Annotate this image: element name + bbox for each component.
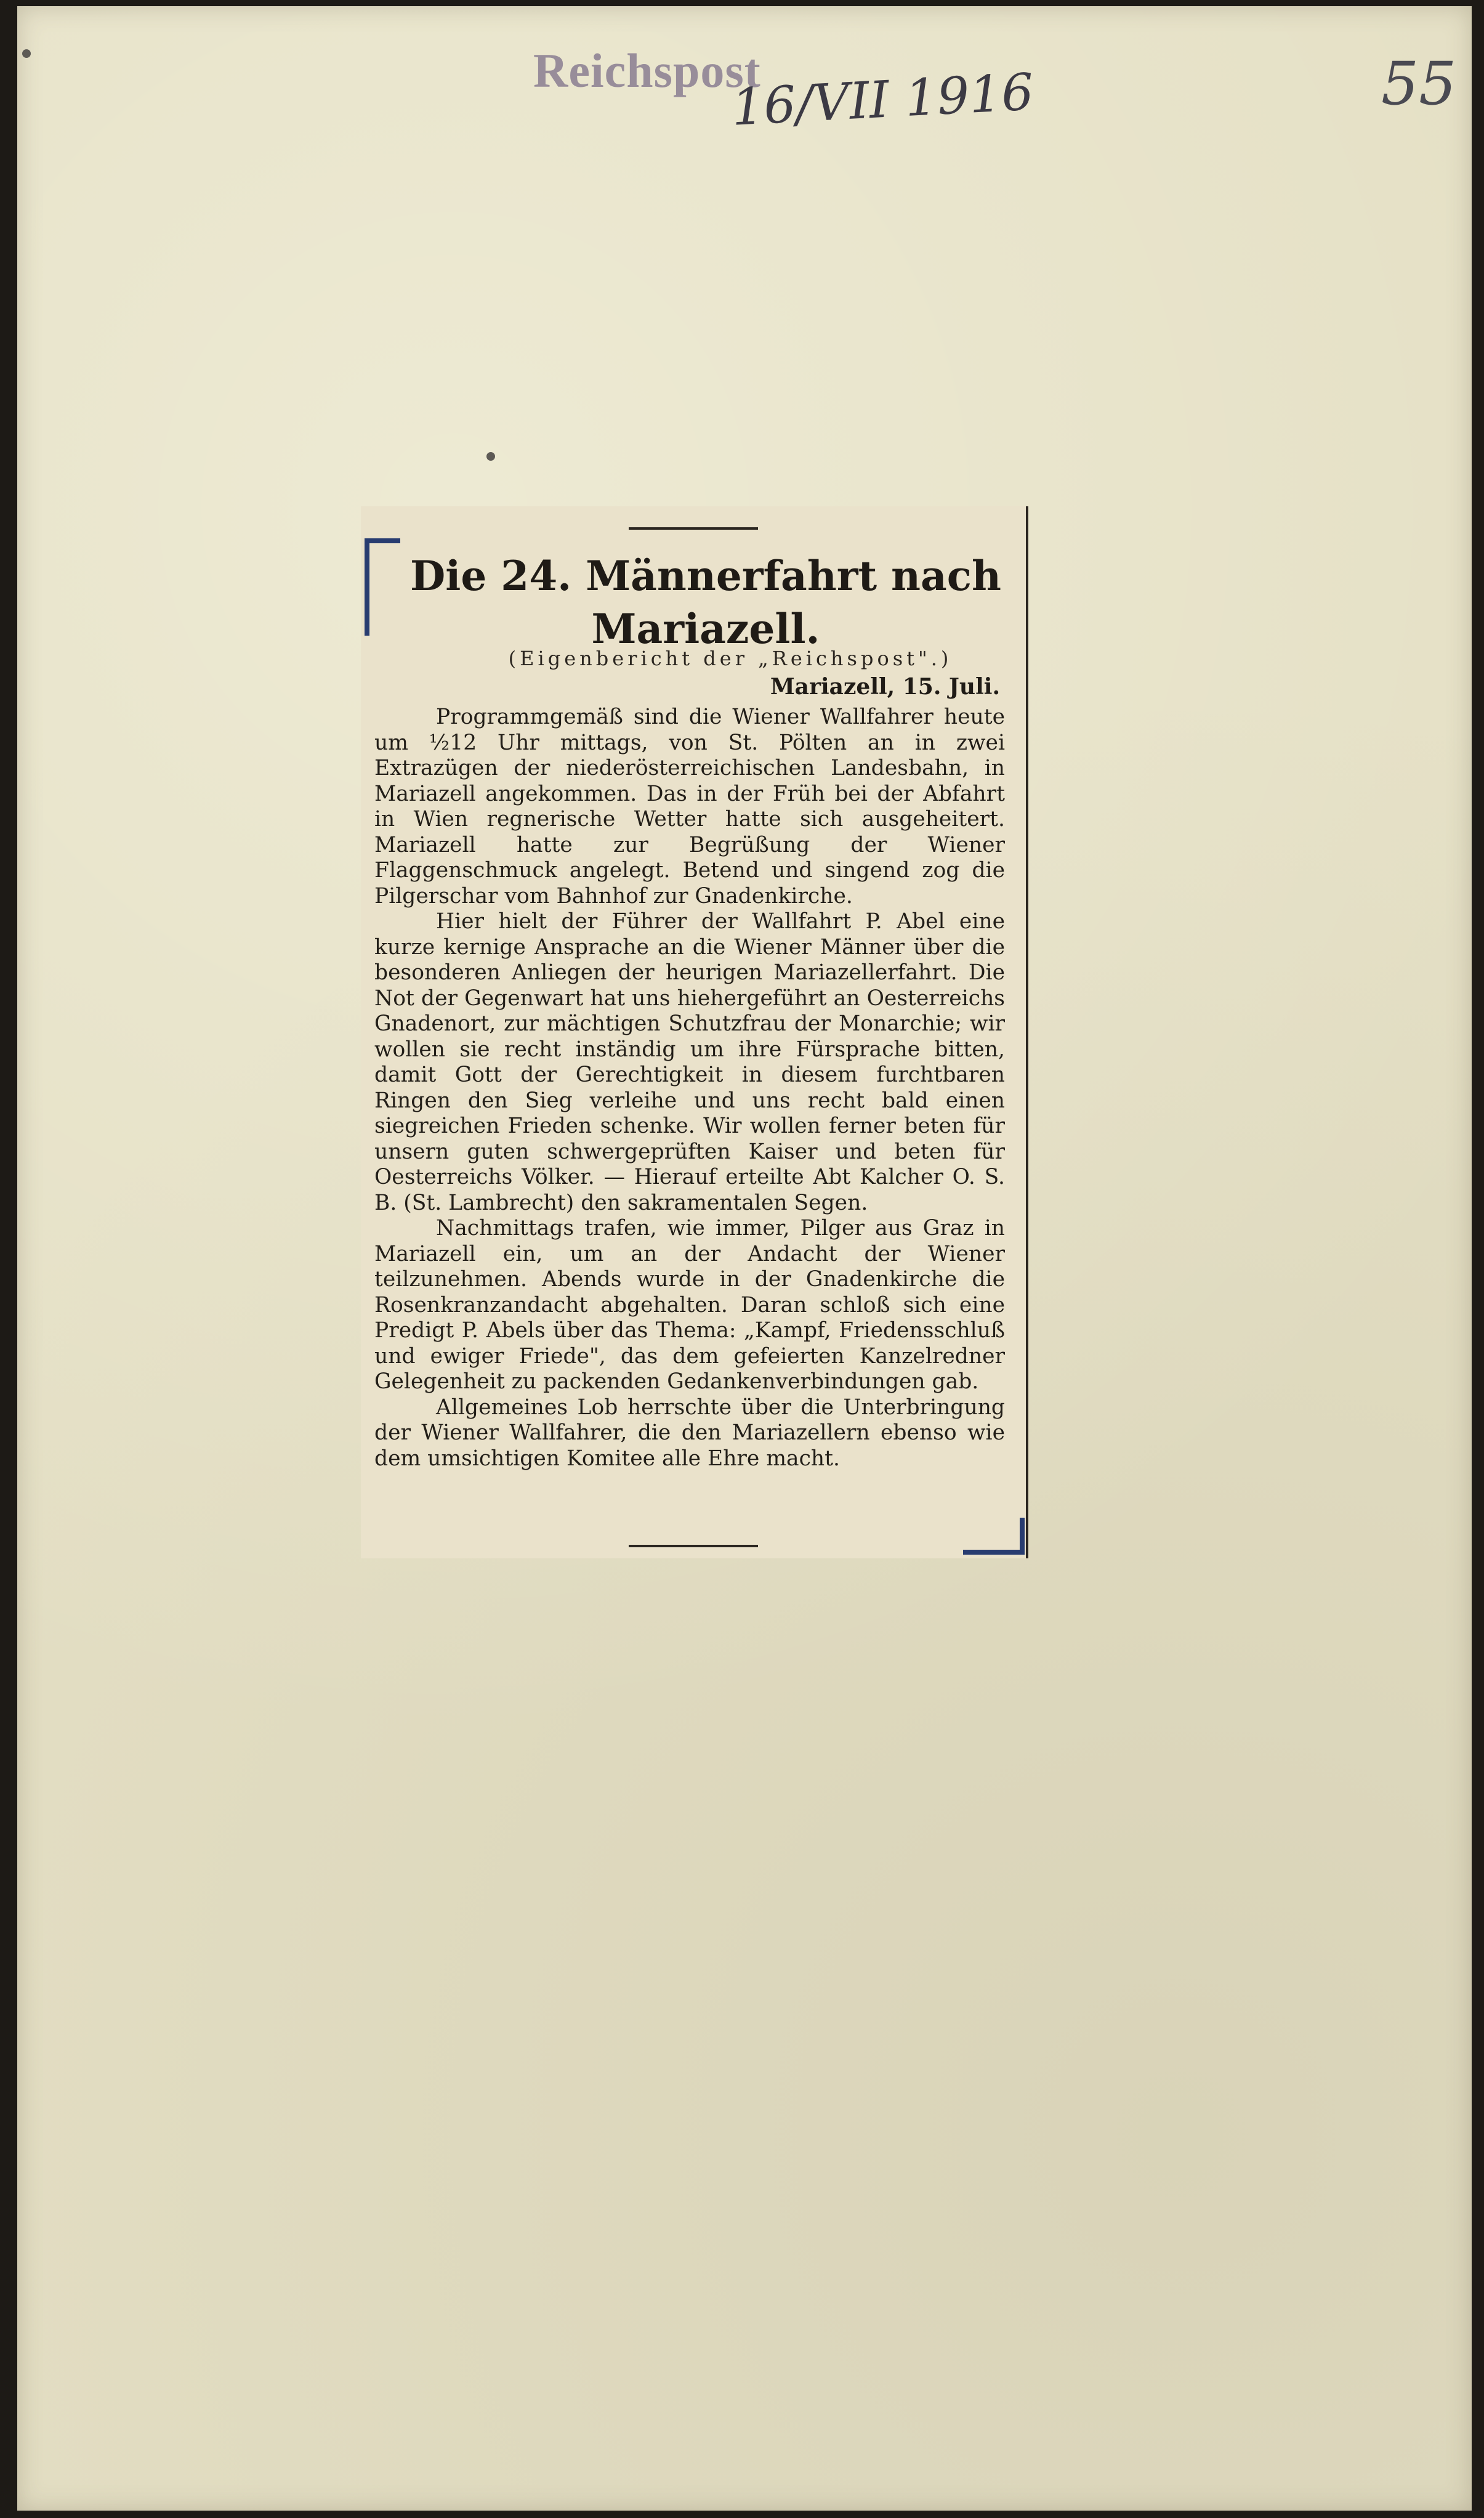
article-byline: (Eigenbericht der „Reichspost".) — [508, 647, 953, 670]
top-rule — [629, 527, 758, 530]
blue-pencil-bracket-end — [963, 1518, 1025, 1555]
paper-speck — [22, 49, 31, 58]
archive-sheet — [17, 6, 1472, 2511]
newspaper-clipping — [361, 506, 1028, 1558]
bottom-rule — [629, 1545, 758, 1547]
handwritten-date: 16/VII 1916 — [730, 63, 1035, 137]
article-headline — [410, 549, 1001, 655]
blue-pencil-bracket — [365, 538, 400, 636]
headline-line-1: Die 24. Männerfahrt nach — [410, 552, 1001, 600]
article-paragraph: Allgemeines Lob herrschte über die Unterbringung der Wiener Wallfahrer, die den Mariazellern ebenso wie dem umsichtigen Komitee alle Ehre macht. — [374, 1395, 1005, 1471]
article-body — [374, 705, 1005, 1472]
article-dateline: Mariazell, 15. Juli. — [770, 674, 1000, 700]
paper-speck — [486, 452, 495, 461]
article-paragraph: Programmgemäß sind die Wiener Wallfahrer heute um ½12 Uhr mittags, von St. Pölten an in zwei Extrazügen der niederösterreichischen Landesbahn, in Mariazell angekommen. Das in der Früh bei der Abfahrt in Wien regnerische Wetter hatte sich ausgeheitert. Mariazell hatte zur Begrüßung der Wiener Flaggenschmuck angelegt. Betend und singend zog die Pilgerschar vom Bahnhof zur Gnadenkirche. — [374, 705, 1005, 909]
headline-line-2: Mariazell. — [591, 605, 820, 653]
article-paragraph: Hier hielt der Führer der Wallfahrt P. Abel eine kurze kernige Ansprache an die Wiener Männer über die besonderen Anliegen der heurigen Mariazellerfahrt. Die Not der Gegenwart hat uns hiehergeführt an Oesterreichs Gnadenort, zur mächtigen Schutzfrau der Monarchie; wir wollen sie recht inständig um ihre Fürsprache bitten, damit Gott der Gerechtigkeit in diesem furchtbaren Ringen den Sieg verleihe und uns recht bald einen siegreichen Frieden schenke. Wir wollen ferner beten für unsern guten schwergeprüften Kaiser und beten für Oesterreichs Völker. — Hierauf erteilte Abt Kalcher O. S. B. (St. Lambrecht) den sakramentalen Segen. — [374, 909, 1005, 1215]
article-paragraph: Nachmittags trafen, wie immer, Pilger aus Graz in Mariazell ein, um an der Andacht der Wiener teilzunehmen. Abends wurde in der Gnadenkirche die Rosenkranzandacht abgehalten. Daran schloß sich eine Predigt P. Abels über das Thema: „Kampf, Friedensschluß und ewiger Friede", das dem gefeierten Kanzelredner Gelegenheit zu packenden Gedankenverbindungen gab. — [374, 1216, 1005, 1394]
page-number: 55 — [1381, 49, 1457, 118]
newspaper-stamp: Reichspost — [533, 44, 761, 97]
